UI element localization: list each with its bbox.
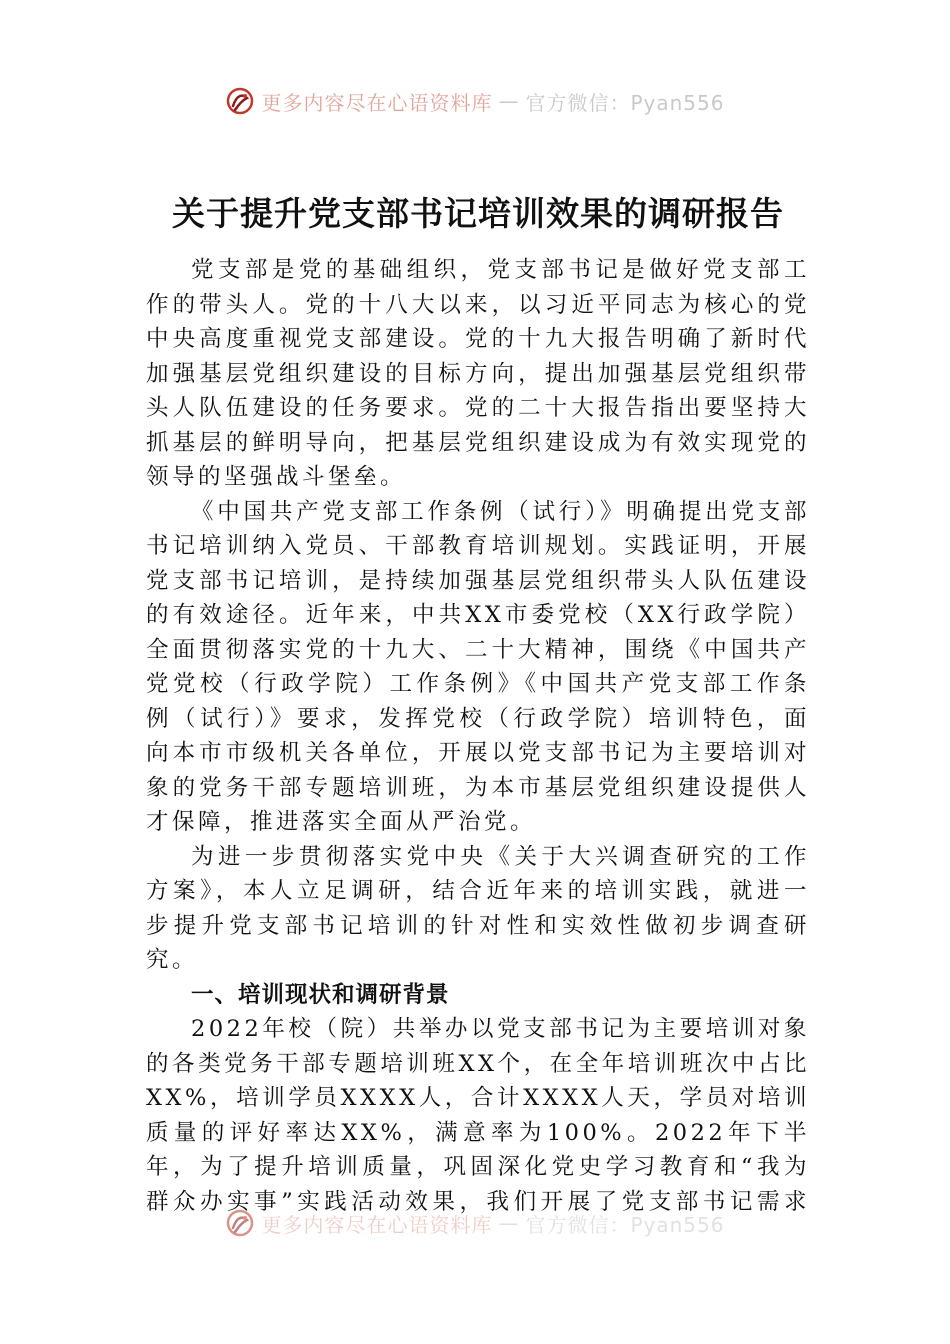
paragraph-intro: 党支部是党的基础组织，党支部书记是做好党支部工作的带头人。党的十八大以来，以习近平同志为核心的党中央高度重视党支部建设。党的十九大报告明确了新时代加强基层党组织建设的目标方向，提出加强基层党组织带头人队伍建设的任务要求。党的二十大报告指出要坚持大抓基层的鲜明导向，把基层党组织建设成为有效实现党的领导的坚强战斗堡垒。 <box>146 257 810 490</box>
watermark-wechat: 官方微信：Pyan556 <box>525 90 725 115</box>
watermark-footer-wechat: 官方微信：Pyan556 <box>525 1212 725 1237</box>
watermark-footer-separator: — <box>498 1211 520 1235</box>
watermark-footer-logo-icon <box>225 1208 255 1238</box>
watermark-footer <box>0 1208 950 1238</box>
document-title: 关于提升党支部书记培训效果的调研报告 <box>172 194 784 233</box>
watermark-text: 更多内容尽在心语资料库 <box>261 90 493 115</box>
section-heading-1: 一、培训现状和调研背景 <box>191 981 450 1008</box>
paragraph-regulation: 《中国共产党支部工作条例（试行）》明确提出党支部书记培训纳入党员、干部教育培训规划。实践证明，开展党支部书记培训，是持续加强基层党组织带头人队伍建设的有效途径。近年来，中共XX市委党校（XX行政学院）全面贯彻落实党的十九大、二十大精神，围绕《中国共产党党校（行政学院）工作条例》《中国共产党支部工作条例（试行）》要求，发挥党校（行政学院）培训特色，面向本市市级机关各单位，开展以党支部书记为主要培训对象的党务干部专题培训班，为本市基层党组织建设提供人才保障，推进落实全面从严治党。 <box>146 498 810 835</box>
watermark-separator: — <box>498 89 520 113</box>
document-content <box>146 188 810 1214</box>
watermark-footer-text: 更多内容尽在心语资料库 <box>261 1212 493 1237</box>
paragraph-purpose: 为进一步贯彻落实党中央《关于大兴调查研究的工作方案》，本人立足调研，结合近年来的培训实践，就进一步提升党支部书记培训的针对性和实效性做初步调查研究。 <box>146 843 810 973</box>
paragraph-status: 2022年校（院）共举办以党支部书记为主要培训对象的各类党务干部专题培训班XX个，在全年培训班次中占比XX%，培训学员XXXX人，合计XXXX人天，学员对培训质量的评好率达XX%，满意率为100%。2022年下半年，为了提升培训质量，巩固深化党史学习教育和“我为群众办实事”实践活动效果，我们开展了党支部书记需求 <box>146 1016 810 1214</box>
